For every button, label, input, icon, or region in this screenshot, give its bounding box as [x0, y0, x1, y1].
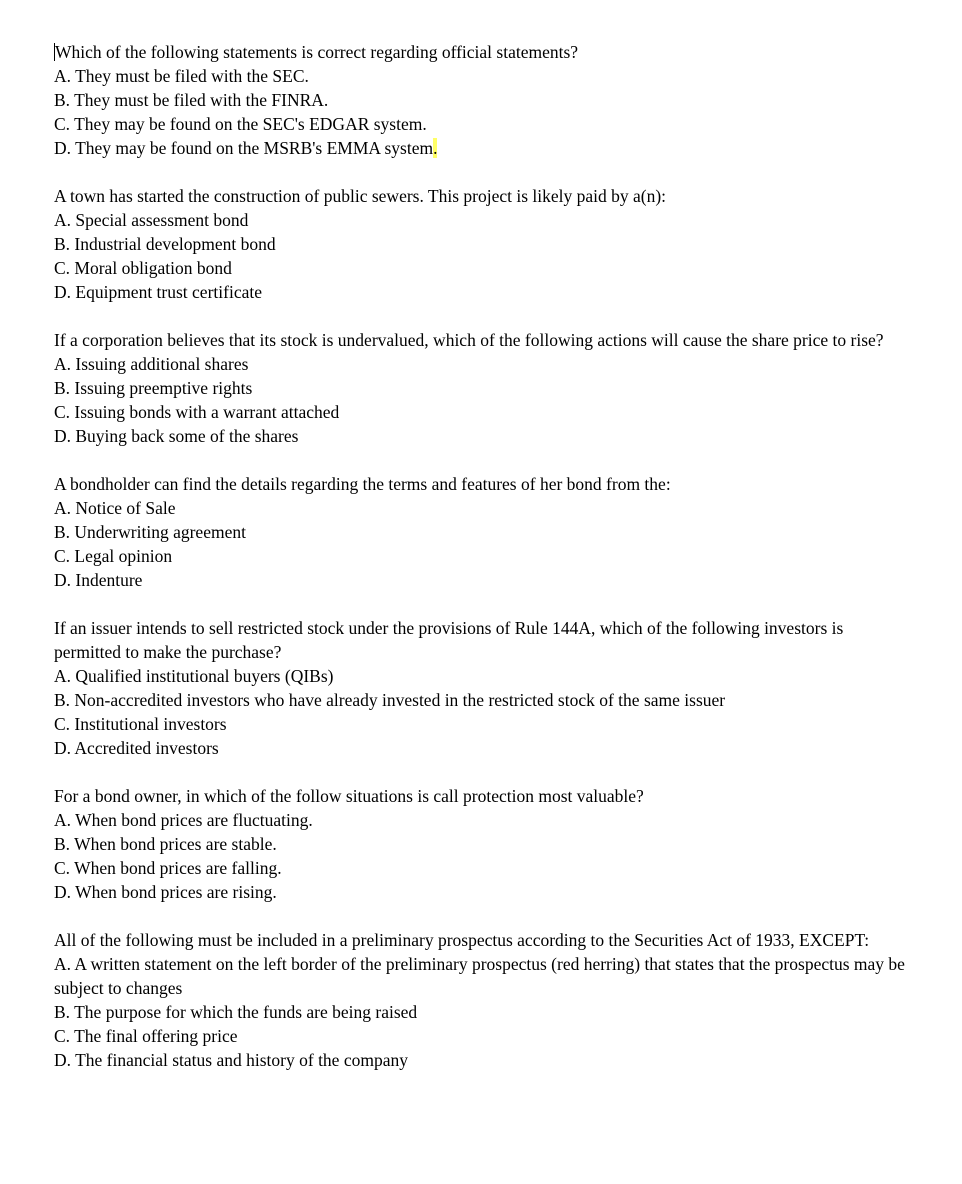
answer-option: B. Issuing preemptive rights	[54, 378, 253, 398]
question-block	[54, 184, 914, 304]
question-stem: A bondholder can find the details regarding the terms and features of her bond from the:	[54, 474, 671, 494]
blank-line	[54, 304, 914, 328]
answer-option: B. When bond prices are stable.	[54, 834, 277, 854]
answer-option: C. Institutional investors	[54, 714, 227, 734]
answer-option: B. The purpose for which the funds are being raised	[54, 1002, 418, 1022]
answer-options	[54, 352, 914, 448]
answer-option: C. Issuing bonds with a warrant attached	[54, 402, 340, 422]
answer-option: A. A written statement on the left border of the preliminary prospectus (red herring) that states that the prospectus may be subject to changes	[54, 954, 905, 998]
question-block	[54, 784, 914, 904]
answer-option: D. Accredited investors	[54, 738, 219, 758]
question-block	[54, 616, 914, 760]
answer-option: D. When bond prices are rising.	[54, 882, 277, 902]
blank-line	[54, 160, 914, 184]
answer-option: D. Buying back some of the shares	[54, 426, 299, 446]
answer-options	[54, 664, 914, 760]
answer-option: D. Indenture	[54, 570, 143, 590]
question-stem: For a bond owner, in which of the follow situations is call protection most valuable?	[54, 786, 644, 806]
blank-line	[54, 760, 914, 784]
question-stem: If an issuer intends to sell restricted stock under the provisions of Rule 144A, which of the following investors is permitted to make the purchase?	[54, 618, 844, 662]
blank-line	[54, 904, 914, 928]
answer-option: A. Special assessment bond	[54, 210, 249, 230]
answer-option: A. Notice of Sale	[54, 498, 176, 518]
answer-option: B. Non-accredited investors who have already invested in the restricted stock of the same issuer	[54, 690, 726, 710]
answer-option: C. Moral obligation bond	[54, 258, 232, 278]
answer-option: B. Industrial development bond	[54, 234, 276, 254]
answer-option: D. The financial status and history of the company	[54, 1050, 408, 1070]
answer-option: C. Legal opinion	[54, 546, 173, 566]
answer-option: D. They may be found on the MSRB's EMMA system.	[54, 138, 438, 158]
answer-options	[54, 64, 914, 160]
answer-options	[54, 808, 914, 904]
answer-option: A. Issuing additional shares	[54, 354, 249, 374]
answer-option: C. The final offering price	[54, 1026, 238, 1046]
document-body[interactable]	[54, 40, 914, 1072]
text-highlight: .	[433, 138, 438, 158]
answer-option: A. When bond prices are fluctuating.	[54, 810, 313, 830]
question-block	[54, 472, 914, 592]
question-block	[54, 928, 914, 1072]
answer-options	[54, 952, 914, 1072]
answer-option: A. Qualified institutional buyers (QIBs)	[54, 666, 334, 686]
answer-options	[54, 208, 914, 304]
answer-option: A. They must be filed with the SEC.	[54, 66, 309, 86]
blank-line	[54, 592, 914, 616]
blank-line	[54, 448, 914, 472]
answer-option: D. Equipment trust certificate	[54, 282, 262, 302]
question-stem: Which of the following statements is correct regarding official statements?	[55, 42, 579, 62]
question-stem: All of the following must be included in a preliminary prospectus according to the Securities Act of 1933, EXCEPT:	[54, 930, 870, 950]
question-stem: A town has started the construction of public sewers. This project is likely paid by a(n):	[54, 186, 667, 206]
question-block	[54, 328, 914, 448]
question-stem: If a corporation believes that its stock is undervalued, which of the following actions will cause the share price to rise?	[54, 330, 884, 350]
answer-option: B. Underwriting agreement	[54, 522, 246, 542]
answer-options	[54, 496, 914, 592]
answer-option: C. When bond prices are falling.	[54, 858, 282, 878]
answer-option: B. They must be filed with the FINRA.	[54, 90, 329, 110]
question-block	[54, 40, 914, 160]
answer-option: C. They may be found on the SEC's EDGAR system.	[54, 114, 427, 134]
